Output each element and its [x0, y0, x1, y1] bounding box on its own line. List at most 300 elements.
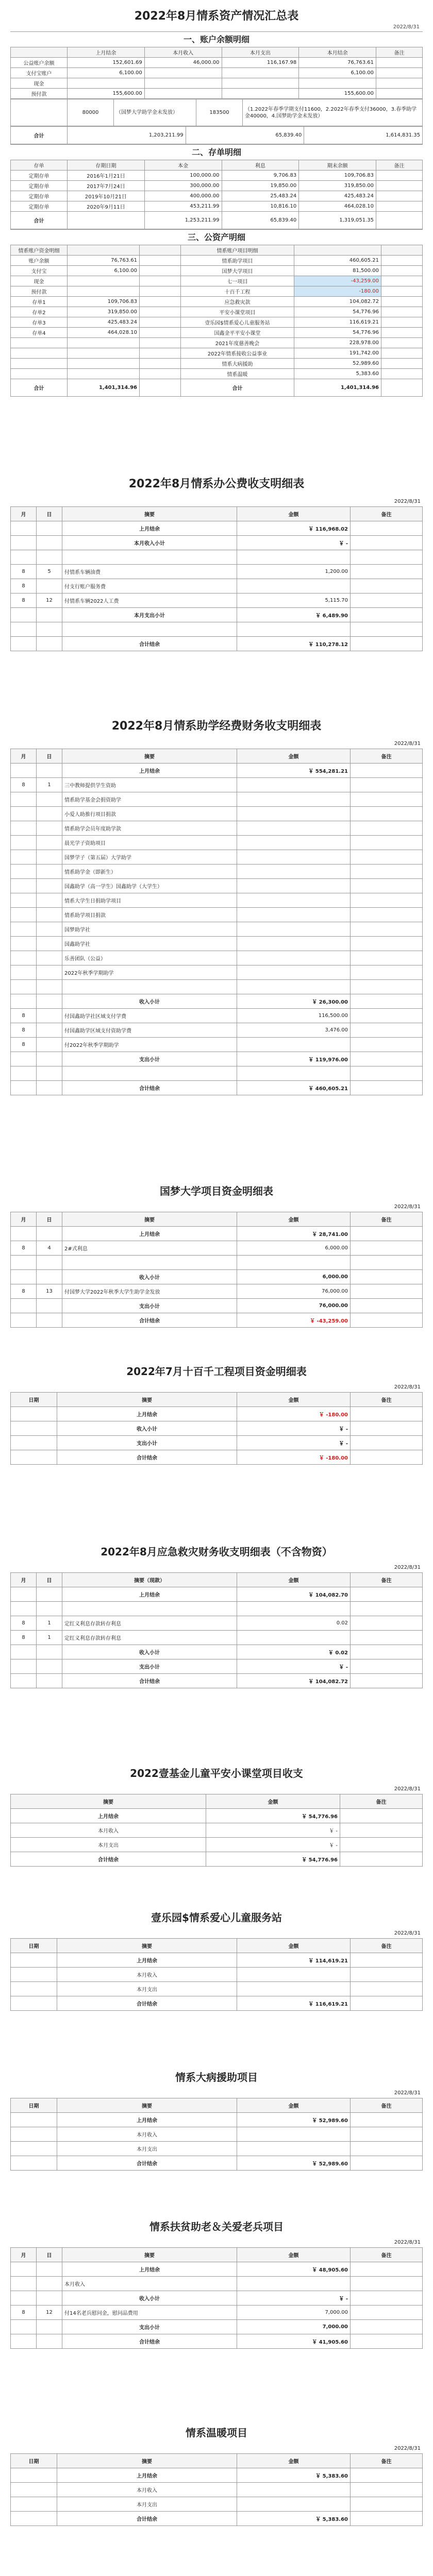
office-cell [237, 579, 351, 594]
s1-cell [222, 78, 299, 89]
s3-cell: 2021年度慈善晚会 [181, 338, 294, 348]
xiaoketang-table [10, 1794, 423, 1867]
office-header-2: 摘要 [62, 507, 237, 521]
yileyuan-cell: 本月收入 [57, 1968, 237, 1982]
guomeng-header-4: 备注 [351, 1212, 423, 1227]
edu-cell: 国鑫助学（高一学生）国鑫助学（大学生） [62, 879, 237, 893]
edu-cell [11, 792, 37, 807]
edu-row [11, 865, 423, 879]
s1-cell: 预付款 [11, 89, 68, 99]
s3-cell [140, 286, 181, 297]
relief-cell [37, 1587, 62, 1602]
edu-cell [237, 850, 351, 865]
s2-cell: 定期存单 [11, 171, 68, 181]
deposit-heading: 二、存单明细 [10, 144, 423, 160]
office-cell: 12 [37, 594, 62, 608]
s3-cell [11, 369, 68, 379]
guomeng-cell [351, 1299, 423, 1313]
relief-cell: 1 [37, 1631, 62, 1645]
edu-cell [351, 807, 423, 821]
dabing-cell: 上月结余 [57, 2113, 237, 2127]
dabing-row [11, 2156, 423, 2171]
s3-cell [68, 359, 140, 369]
edu-header-0: 月 [11, 749, 37, 764]
office-cell: ￥ 116,968.02 [237, 521, 351, 536]
s3-cell [140, 256, 181, 266]
guomeng-cell [11, 1299, 37, 1313]
relief-cell: 上月结余 [62, 1587, 237, 1602]
edu-row [11, 1052, 423, 1066]
relief-header-row [11, 1573, 423, 1587]
s1-cell: 152,601.69 [68, 58, 145, 68]
xiaoketang-cell: 本月收入 [11, 1823, 206, 1838]
office-cell [37, 536, 62, 550]
s2-row [11, 181, 423, 191]
laobing-header-2: 摘要 [62, 2248, 237, 2262]
s2-row [11, 191, 423, 201]
s1-cell [376, 68, 423, 78]
s3-cell: 支付宝 [11, 266, 68, 276]
edu-cell [62, 1066, 237, 1081]
account-balance-table [10, 47, 423, 99]
s3-row [11, 338, 423, 348]
edu-cell [37, 850, 62, 865]
dabing-cell [11, 2127, 57, 2142]
dabing-cell: 本月支出 [57, 2142, 237, 2156]
office-cell: 8 [11, 565, 37, 579]
edu-row [11, 1066, 423, 1081]
dabing-title: 情系大病援助项目 [175, 2071, 258, 2083]
guomeng-cell: 76,000.00 [237, 1299, 351, 1313]
laobing-header-3: 金额 [237, 2248, 351, 2262]
shibai-header-1: 摘要 [57, 1393, 237, 1407]
guomeng-cell [11, 1270, 37, 1284]
shibai-table [10, 1392, 423, 1465]
guomeng-cell: 76,000.00 [237, 1284, 351, 1299]
s2-cell: 300,000.00 [144, 181, 222, 191]
edu-row [11, 908, 423, 922]
guomeng-cell: 合计结余 [62, 1313, 237, 1328]
shibai-cell: ￥ -180.00 [237, 1407, 351, 1421]
s3-row [11, 266, 423, 276]
s3-row [11, 276, 423, 286]
xiaoketang-header-1: 金额 [206, 1794, 340, 1809]
guomeng-header-3: 金额 [237, 1212, 351, 1227]
s3-cell [140, 276, 181, 286]
edu-cell [237, 865, 351, 879]
yileyuan-cell: 本月支出 [57, 1982, 237, 1996]
relief-table [10, 1572, 423, 1688]
yileyuan-header-3: 备注 [351, 1939, 423, 1953]
wennuan-cell [11, 2468, 57, 2483]
s3-row [11, 297, 423, 307]
s2-cell [376, 171, 423, 181]
xiaoketang-row [11, 1823, 423, 1838]
office-header-1: 日 [37, 507, 62, 521]
s3-cell: 壹乐园$情系爱心儿童服务站 [181, 317, 294, 328]
s3-cell [140, 266, 181, 276]
edu-cell [237, 965, 351, 980]
s3-cell: 预付款 [11, 286, 68, 297]
dabing-cell [351, 2113, 423, 2127]
office-header-0: 月 [11, 507, 37, 521]
s3-total-b: 1,401,314.96 [294, 379, 381, 397]
office-cell [237, 550, 351, 565]
office-cell [351, 565, 423, 579]
guomeng-row [11, 1241, 423, 1256]
wennuan-row [11, 2483, 423, 2497]
edu-cell [351, 994, 423, 1009]
edu-row [11, 1023, 423, 1038]
s3-header-4 [294, 245, 381, 256]
xiaoketang-date: 2022/8/31 [394, 1786, 421, 1792]
yileyuan-header-2: 金额 [237, 1939, 351, 1953]
edu-cell: 付国鑫助学区域支付资助学费 [62, 1023, 237, 1038]
guomeng-cell [11, 1313, 37, 1328]
s3-cell [140, 348, 181, 359]
s1-cell [144, 89, 222, 99]
shibai-date: 2022/8/31 [394, 1384, 421, 1390]
s1-cell: 6,100.00 [68, 68, 145, 78]
laobing-cell: 上月结余 [62, 2262, 237, 2277]
s2-total-c: 1,319,051.35 [299, 212, 376, 229]
wennuan-header-1: 摘要 [57, 2454, 237, 2468]
edu-cell [37, 994, 62, 1009]
s2-cell: 319,850.00 [299, 181, 376, 191]
xiaoketang-row [11, 1838, 423, 1852]
wennuan-cell: 合计结余 [57, 2512, 237, 2526]
wennuan-cell: 本月支出 [57, 2497, 237, 2512]
guomeng-header-row [11, 1212, 423, 1227]
laobing-cell: 收入小计 [62, 2291, 237, 2306]
edu-cell [62, 980, 237, 994]
laobing-cell [11, 2334, 37, 2349]
laobing-row [11, 2334, 423, 2349]
account-total-table [10, 126, 423, 144]
summary-section [10, 0, 423, 471]
s3-header-0: 情系账户资金明细 [11, 245, 68, 256]
guomeng-header-2: 摘要 [62, 1212, 237, 1227]
office-cell [11, 536, 37, 550]
office-cell: 5,115.70 [237, 594, 351, 608]
edu-cell: 情系大学生日捐助学项目 [62, 893, 237, 908]
guomeng-cell: 6,000.00 [237, 1241, 351, 1256]
relief-row [11, 1645, 423, 1659]
edu-cell: 8 [11, 1038, 37, 1052]
xiaoketang-section [10, 1762, 423, 1867]
edu-row [11, 1081, 423, 1095]
laobing-cell: ￥ 48,905.60 [237, 2262, 351, 2277]
edu-row [11, 821, 423, 836]
edu-row [11, 879, 423, 893]
yileyuan-header-0: 日期 [11, 1939, 57, 1953]
relief-cell [62, 1602, 237, 1616]
edu-row [11, 980, 423, 994]
s3-cell: 460,605.21 [294, 256, 381, 266]
edu-cell [237, 792, 351, 807]
edu-cell: 国梦学子（第五届）大学助学 [62, 850, 237, 865]
edu-cell: 2022年秋季学期助学 [62, 965, 237, 980]
edu-cell [351, 908, 423, 922]
office-cell [11, 550, 37, 565]
s1-cell: 155,600.00 [68, 89, 145, 99]
relief-cell [11, 1587, 37, 1602]
s3-cell: -43,259.00 [294, 276, 381, 286]
xiaoketang-header-0: 摘要 [11, 1794, 206, 1809]
edu-row [11, 994, 423, 1009]
yileyuan-cell [11, 1982, 57, 1996]
edu-cell [37, 1038, 62, 1052]
relief-section [10, 1540, 423, 1688]
office-cell: 付情系车辆油费 [62, 565, 237, 579]
relief-cell: 1 [37, 1616, 62, 1631]
edu-cell [11, 922, 37, 937]
relief-cell [351, 1659, 423, 1674]
s2-total-label: 合计 [11, 212, 68, 229]
laobing-cell [11, 2277, 37, 2291]
relief-row [11, 1631, 423, 1645]
s2-cell: 425,483.24 [299, 191, 376, 201]
edu-cell [351, 836, 423, 850]
s3-cell [11, 348, 68, 359]
relief-cell: ￥ 0.02 [237, 1645, 351, 1659]
edu-row [11, 1009, 423, 1023]
yileyuan-header-row [11, 1939, 423, 1953]
edu-cell: 情系助学会员年度助学款 [62, 821, 237, 836]
office-date: 2022/8/31 [394, 499, 421, 504]
s3-cell: 228,978.00 [294, 338, 381, 348]
edu-cell [351, 764, 423, 778]
edu-cell [37, 865, 62, 879]
s1-cell [299, 78, 376, 89]
edu-cell: 晨光学子资助项目 [62, 836, 237, 850]
s2-cell: 25,483.24 [222, 191, 299, 201]
laobing-cell [11, 2320, 37, 2334]
s3-cell: 81,500.00 [294, 266, 381, 276]
laobing-cell [351, 2277, 423, 2291]
office-cell: 上月结余 [62, 521, 237, 536]
office-cell [37, 579, 62, 594]
yileyuan-cell [351, 1982, 423, 1996]
office-row [11, 536, 423, 550]
office-cell: 8 [11, 579, 37, 594]
relief-cell [11, 1645, 37, 1659]
relief-cell [351, 1674, 423, 1688]
guomeng-title: 国梦大学项目资金明细表 [160, 1185, 273, 1197]
guomeng-cell [351, 1270, 423, 1284]
relief-cell: 定红义利息存款转存利息 [62, 1616, 237, 1631]
edu-cell [37, 908, 62, 922]
s3-cell: 54,776.96 [294, 307, 381, 317]
s2-header-1: 存期日期 [68, 160, 145, 171]
asset-table [10, 245, 423, 397]
relief-header-0: 月 [11, 1573, 37, 1587]
office-cell [351, 579, 423, 594]
edu-cell: ￥ 26,300.00 [237, 994, 351, 1009]
s2-cell: 定期存单 [11, 191, 68, 201]
edu-cell [37, 879, 62, 893]
edu-cell [11, 1052, 37, 1066]
relief-header-4: 备注 [351, 1573, 423, 1587]
relief-cell: ￥ 104,082.72 [237, 1674, 351, 1688]
edu-cell [351, 951, 423, 965]
s3-cell [11, 359, 68, 369]
note-text-a: （国梦大学助学金未发放） [114, 99, 196, 126]
laobing-section [10, 2215, 423, 2349]
s2-cell: 464,028.10 [299, 201, 376, 212]
edu-cell: 国鑫助学社 [62, 937, 237, 951]
s2-header-5: 备注 [376, 160, 423, 171]
shibai-row [11, 1450, 423, 1465]
wennuan-cell [237, 2497, 351, 2512]
edu-cell: 情系助学基金会捐资助学 [62, 792, 237, 807]
s2-cell [376, 181, 423, 191]
edu-cell: 8 [11, 1009, 37, 1023]
relief-cell: 定红义利息存款转存利息 [62, 1631, 237, 1645]
yileyuan-cell [237, 1982, 351, 1996]
edu-cell [11, 1066, 37, 1081]
s3-cell: 情系大病援助 [181, 359, 294, 369]
shibai-header-3: 备注 [351, 1393, 423, 1407]
laobing-row [11, 2320, 423, 2334]
s1-cell [376, 58, 423, 68]
s2-cell: 2020年9月11日 [68, 201, 145, 212]
shibai-cell: 支出小计 [57, 1436, 237, 1450]
s3-header-row [11, 245, 423, 256]
edu-row [11, 951, 423, 965]
relief-cell [351, 1645, 423, 1659]
edu-cell [37, 764, 62, 778]
shibai-cell [11, 1450, 57, 1465]
s3-row [11, 348, 423, 359]
office-cell [37, 550, 62, 565]
edu-cell [37, 1066, 62, 1081]
yileyuan-cell [237, 1968, 351, 1982]
s1-cell [376, 89, 423, 99]
s1-cell: 116,167.98 [222, 58, 299, 68]
guomeng-section [10, 1180, 423, 1328]
guomeng-cell [11, 1256, 37, 1270]
s1-cell [222, 89, 299, 99]
s3-cell: 5,383.60 [294, 369, 381, 379]
xiaoketang-row [11, 1852, 423, 1867]
xiaoketang-cell: 本月支出 [11, 1838, 206, 1852]
s2-header-4: 期末余额 [299, 160, 376, 171]
edu-cell: 上月结余 [62, 764, 237, 778]
edu-cell [11, 865, 37, 879]
dabing-header-3: 备注 [351, 2098, 423, 2113]
edu-header-row [11, 749, 423, 764]
edu-cell: 支出小计 [62, 1052, 237, 1066]
guomeng-cell: 收入小计 [62, 1270, 237, 1284]
relief-row [11, 1602, 423, 1616]
yileyuan-table [10, 1938, 423, 2011]
relief-header-3: 金额 [237, 1573, 351, 1587]
wennuan-cell: 上月结余 [57, 2468, 237, 2483]
xiaoketang-row [11, 1809, 423, 1823]
edu-cell [351, 1066, 423, 1081]
s3-row [11, 328, 423, 338]
s1-row [11, 68, 423, 78]
s1-header-4: 本月结余 [299, 47, 376, 58]
xiaoketang-cell: ￥ 54,776.96 [206, 1809, 340, 1823]
office-cell: 8 [11, 594, 37, 608]
dabing-cell [237, 2127, 351, 2142]
relief-cell: 0.02 [237, 1616, 351, 1631]
office-cell: ￥ 6,489.90 [237, 608, 351, 622]
office-cell: 本月收入小计 [62, 536, 237, 550]
laobing-header-1: 日 [37, 2248, 62, 2262]
edu-cell [237, 922, 351, 937]
edu-cell [351, 893, 423, 908]
edu-cell [37, 965, 62, 980]
dabing-cell [237, 2142, 351, 2156]
s3-cell: 情系助学项目 [181, 256, 294, 266]
edu-row [11, 807, 423, 821]
laobing-header-4: 备注 [351, 2248, 423, 2262]
laobing-cell [37, 2291, 62, 2306]
edu-cell: 小爱人助推行项目捐款 [62, 807, 237, 821]
s3-cell [140, 307, 181, 317]
edu-table [10, 749, 423, 1095]
s3-cell [68, 338, 140, 348]
shibai-cell [351, 1407, 423, 1421]
guomeng-cell [351, 1284, 423, 1299]
dabing-cell: ￥ 52,989.60 [237, 2156, 351, 2171]
shibai-row [11, 1436, 423, 1450]
edu-cell [11, 879, 37, 893]
s3-header-3: 情系账户项目明细 [181, 245, 294, 256]
s1-header-2: 本月收入 [144, 47, 222, 58]
s3-cell: 109,706.83 [68, 297, 140, 307]
edu-cell [351, 850, 423, 865]
s3-cell: 七一项目 [181, 276, 294, 286]
guomeng-row [11, 1256, 423, 1270]
guomeng-cell [351, 1313, 423, 1328]
edu-cell [237, 937, 351, 951]
s1-cell: 76,763.61 [299, 58, 376, 68]
shibai-title: 2022年7月十百千工程项目资金明细表 [126, 1365, 307, 1378]
edu-cell [237, 1038, 351, 1052]
edu-cell: 付国鑫助学社区域支付学费 [62, 1009, 237, 1023]
laobing-cell [37, 2320, 62, 2334]
edu-cell [237, 1066, 351, 1081]
yileyuan-section [10, 1906, 423, 2011]
s3-header-1 [68, 245, 140, 256]
edu-header-1: 日 [37, 749, 62, 764]
s1-header-row [11, 47, 423, 58]
guomeng-cell: 8 [11, 1241, 37, 1256]
office-cell: ￥ - [237, 536, 351, 550]
dabing-cell [351, 2142, 423, 2156]
s3-cell [140, 338, 181, 348]
laobing-cell [351, 2262, 423, 2277]
guomeng-cell: ￥ -43,259.00 [237, 1313, 351, 1328]
edu-cell [351, 1052, 423, 1066]
edu-cell [237, 836, 351, 850]
shibai-cell: ￥ - [237, 1421, 351, 1436]
s1-cell: 46,000.00 [144, 58, 222, 68]
asset-heading: 三、公资产明细 [10, 229, 423, 245]
office-row [11, 594, 423, 608]
s2-header-3: 利息 [222, 160, 299, 171]
shibai-row [11, 1407, 423, 1421]
office-row [11, 637, 423, 651]
office-row [11, 608, 423, 622]
s2-cell: 100,000.00 [144, 171, 222, 181]
edu-cell [37, 893, 62, 908]
dabing-header-0: 日期 [11, 2098, 57, 2113]
